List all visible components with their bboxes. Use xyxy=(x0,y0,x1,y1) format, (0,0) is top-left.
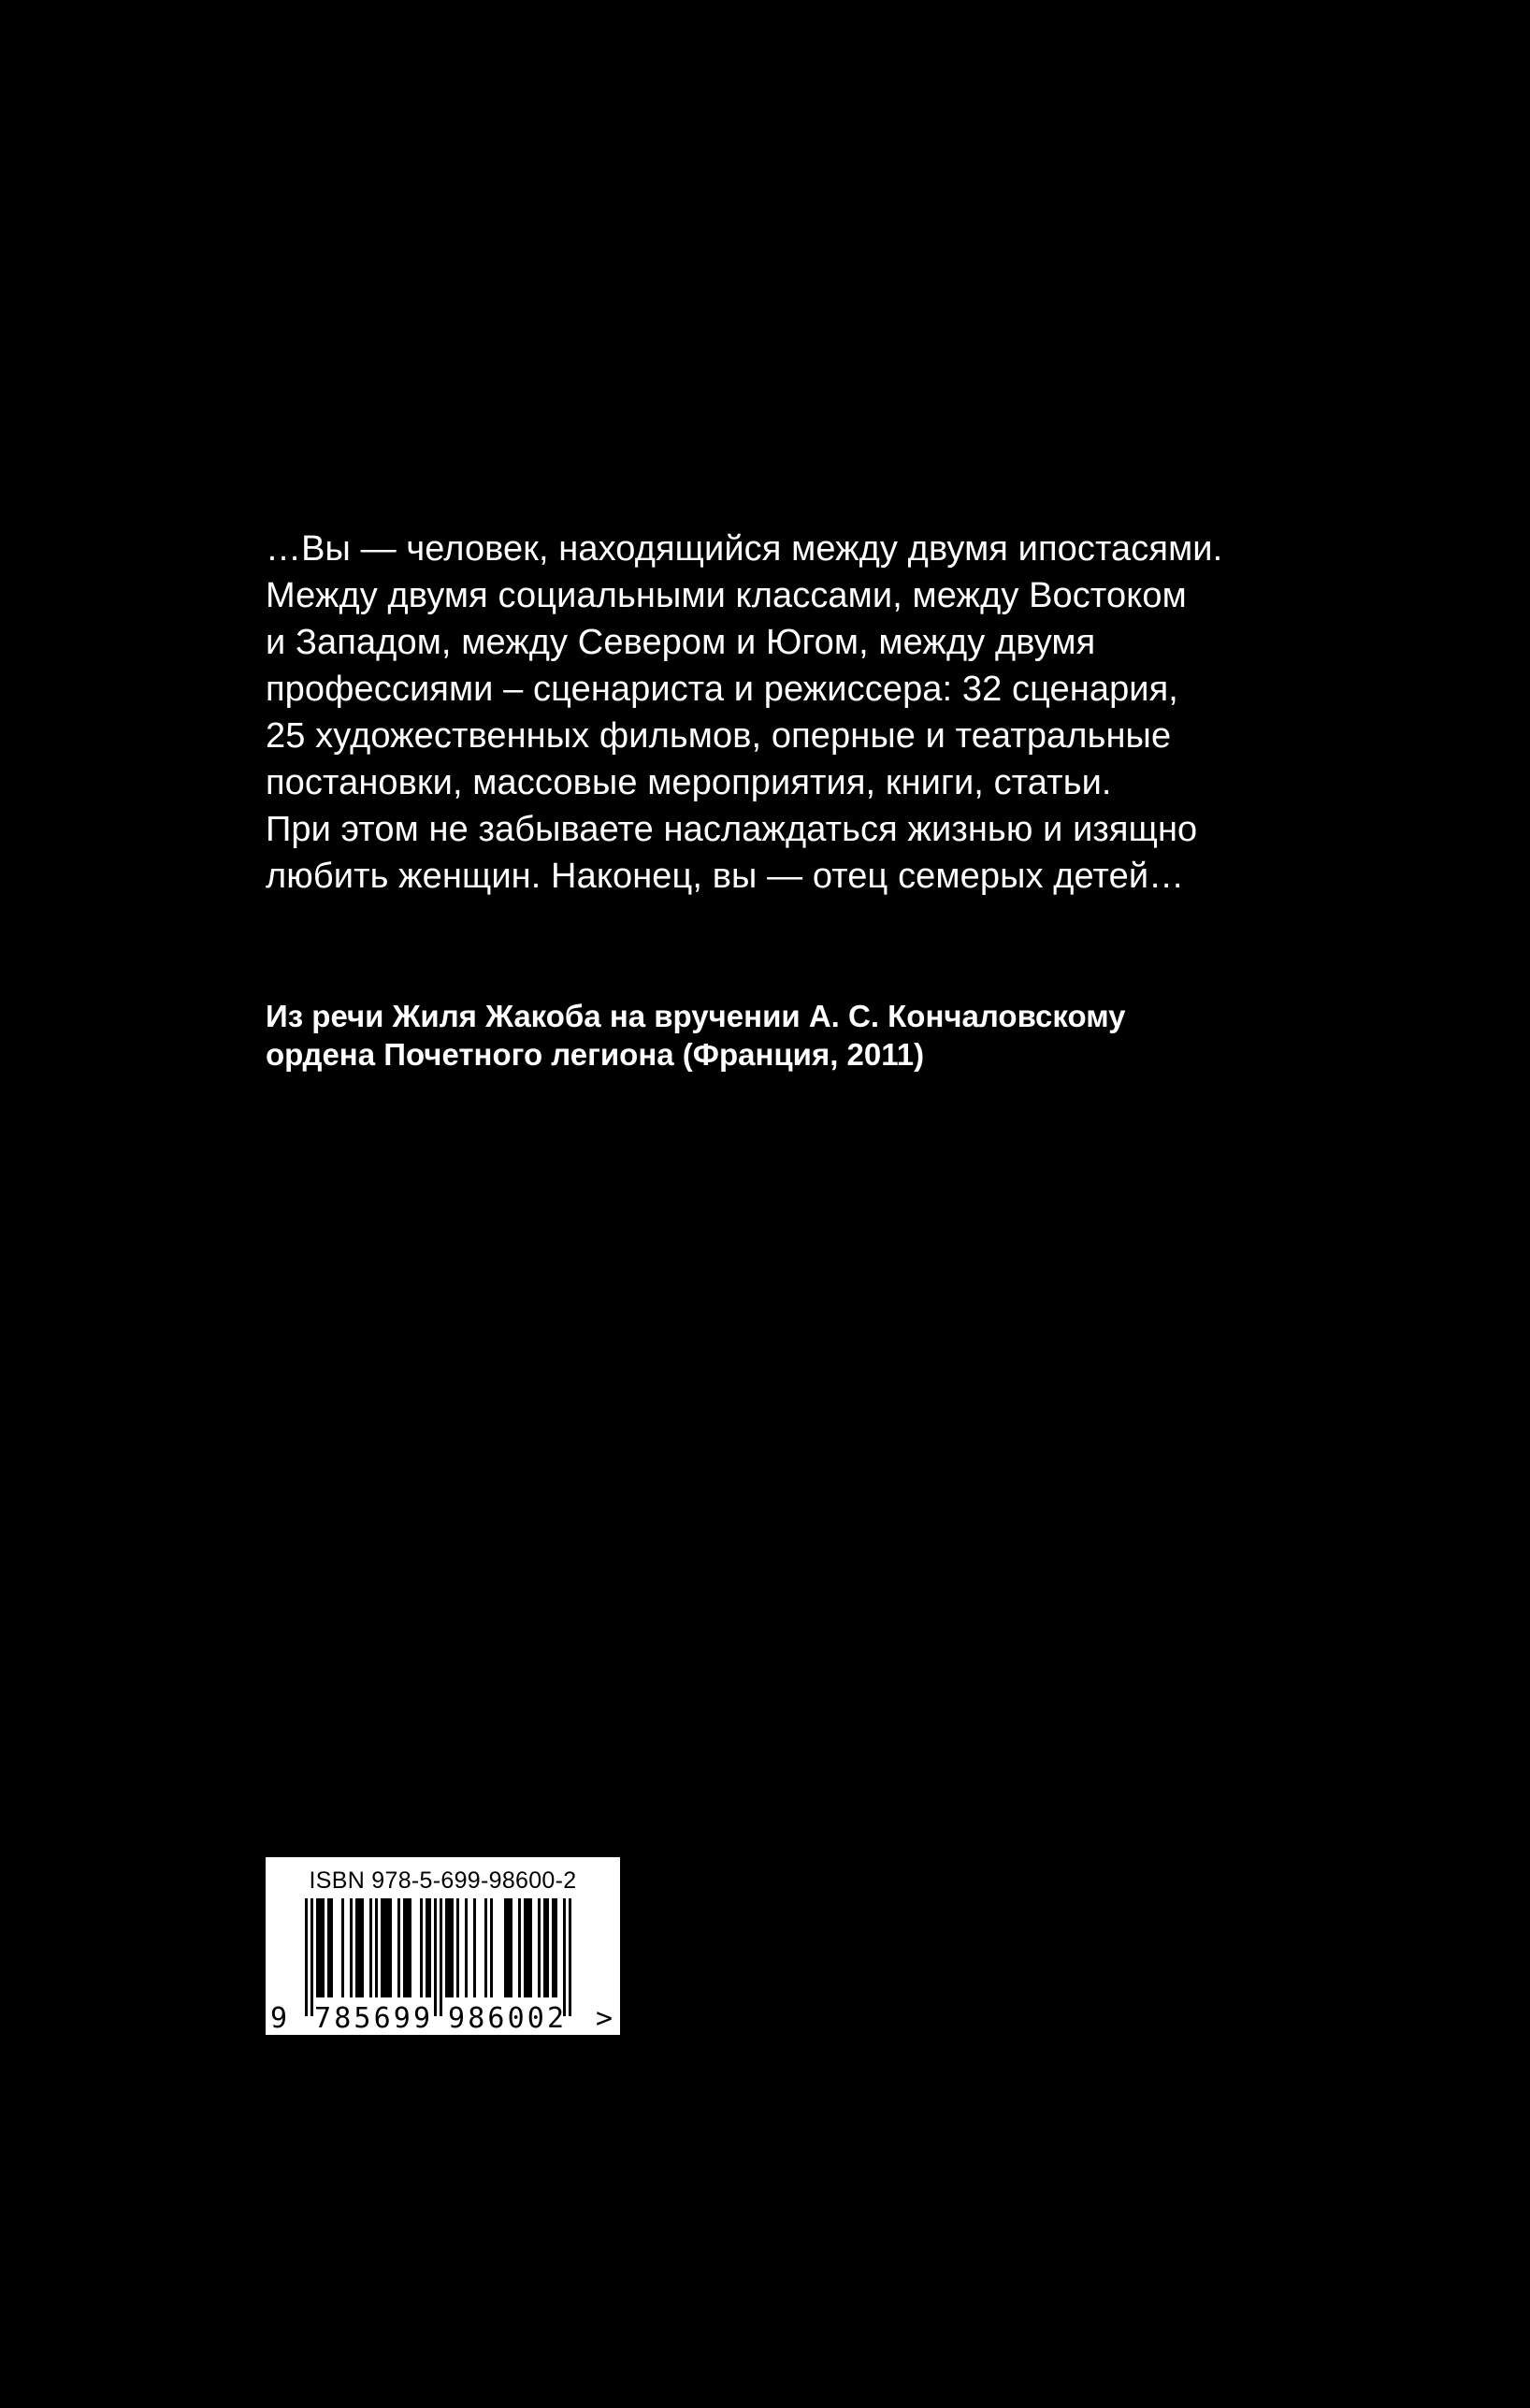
barcode-bar xyxy=(305,1898,308,2016)
barcode-bar xyxy=(409,1898,411,1997)
barcode-bar xyxy=(490,1898,493,1997)
barcode-bar xyxy=(543,1898,546,1997)
barcode-bar xyxy=(507,1898,510,1997)
barcode-bar xyxy=(381,1898,383,1997)
barcode-bar xyxy=(406,1898,409,1997)
barcode-bar xyxy=(448,1898,451,1997)
quote-attribution xyxy=(266,997,1322,1074)
barcode-bar xyxy=(546,1898,549,1997)
barcode-bar xyxy=(319,1898,322,1997)
barcode-bar xyxy=(529,1898,532,1997)
barcode-bar xyxy=(555,1898,557,1997)
barcode-right-digits: 986002 xyxy=(448,2002,564,2035)
barcode-bar xyxy=(465,1898,468,1997)
barcode-bar xyxy=(445,1898,448,1997)
isbn-label: ISBN 978-5-699-98600-2 xyxy=(309,1867,577,1894)
barcode-bar xyxy=(341,1898,344,1997)
barcode-bar xyxy=(330,1898,333,1997)
barcode-bar xyxy=(518,1898,521,1997)
barcode-bar xyxy=(310,1898,313,2016)
barcode-bar xyxy=(327,1898,330,1997)
isbn-barcode xyxy=(266,1857,620,2035)
barcode-first-digit: 9 xyxy=(269,2002,288,2035)
barcode-bar xyxy=(440,1898,442,2016)
attribution-line: ордена Почетного легиона (Франция, 2011) xyxy=(266,1037,925,1072)
barcode-bar xyxy=(434,1898,437,2016)
barcode-bar xyxy=(322,1898,325,1997)
quote-line: Между двумя социальными классами, между Востоком xyxy=(266,576,1187,615)
barcode-bar xyxy=(386,1898,389,1997)
barcode-bar xyxy=(451,1898,454,1997)
barcode-bar xyxy=(527,1898,529,1997)
barcode-bar xyxy=(524,1898,527,1997)
attribution-line: Из речи Жиля Жакоба на вручении А. С. Кончаловскому xyxy=(266,999,1126,1033)
barcode-bar xyxy=(375,1898,378,1997)
barcode-bar xyxy=(484,1898,487,1997)
quote-line: …Вы — человек, находящийся между двумя ипостасями. xyxy=(266,529,1223,569)
barcode-bar xyxy=(552,1898,555,1997)
barcode-bar xyxy=(383,1898,386,1997)
quote-line: постановки, массовые мероприятия, книги, статьи. xyxy=(266,763,1112,802)
barcode-bar xyxy=(563,1898,566,2016)
barcode-bar xyxy=(316,1898,319,1997)
barcode-bar xyxy=(389,1898,392,1997)
barcode-bar xyxy=(350,1898,353,1997)
quote-line: 25 художественных фильмов, оперные и театральные xyxy=(266,716,1172,756)
quote-line: профессиями – сценариста и режиссера: 32 сценария, xyxy=(266,670,1178,709)
barcode-bar xyxy=(538,1898,541,1997)
barcode-bar xyxy=(510,1898,512,1997)
barcode-bar xyxy=(428,1898,431,1997)
barcode-bars xyxy=(305,1898,571,2016)
barcode-bar xyxy=(569,1898,571,2016)
barcode-bar xyxy=(369,1898,372,1997)
barcode-bar xyxy=(397,1898,400,1997)
barcode-bar xyxy=(456,1898,459,1997)
barcode-left-digits: 785699 xyxy=(314,2002,430,2035)
quote-block xyxy=(266,526,1322,900)
barcode-bar xyxy=(473,1898,476,1997)
quote-line: любить женщин. Наконец, вы — отец семерых детей… xyxy=(266,857,1185,896)
barcode-bar xyxy=(403,1898,406,1997)
barcode-bar xyxy=(355,1898,358,1997)
quote-line: и Западом, между Севером и Югом, между двумя xyxy=(266,623,1096,662)
quote-line: При этом не забываете наслаждаться жизнью и изящно xyxy=(266,810,1198,849)
barcode-bar xyxy=(420,1898,423,1997)
barcode-quiet-zone-mark: > xyxy=(595,2002,613,2035)
barcode-bar xyxy=(426,1898,428,1997)
barcode-bar xyxy=(504,1898,507,1997)
barcode-bar xyxy=(358,1898,361,1997)
barcode-bar xyxy=(361,1898,364,1997)
barcode-graphic xyxy=(266,1896,620,2035)
